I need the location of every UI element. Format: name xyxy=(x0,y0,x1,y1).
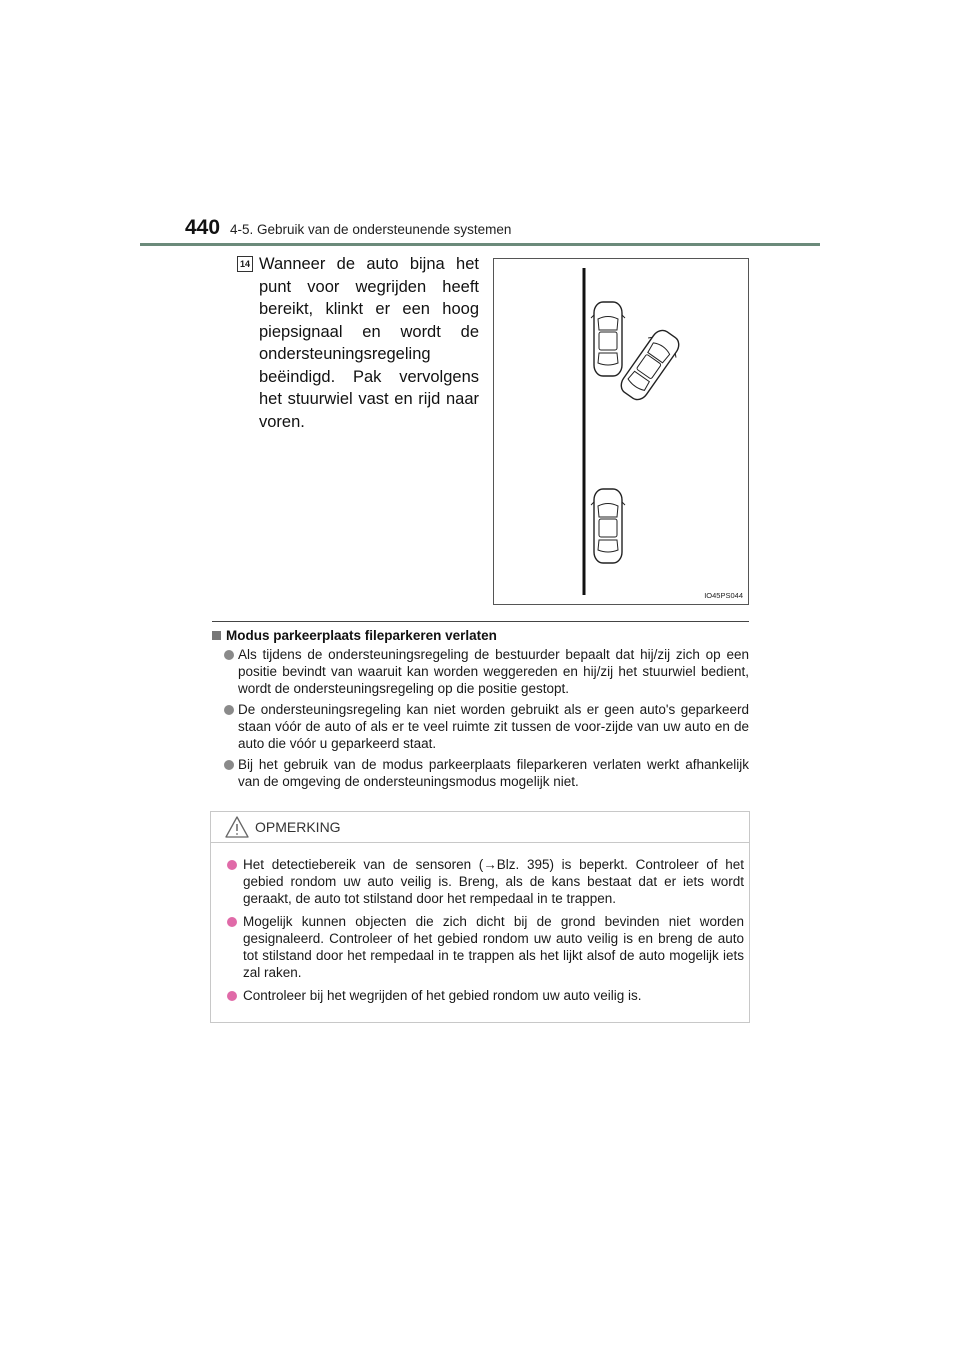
header-rule xyxy=(140,243,820,246)
list-item xyxy=(224,701,749,752)
step-badge: 14 xyxy=(237,256,253,272)
parking-diagram xyxy=(494,259,748,604)
list-item xyxy=(227,856,744,907)
square-bullet-icon xyxy=(212,631,221,640)
list-item xyxy=(227,987,744,1004)
section-heading-text: Modus parkeerplaats fileparkeren verlaten xyxy=(226,628,497,643)
list-item-text: Controleer bij het wegrijden of het gebied rondom uw auto veilig is. xyxy=(243,988,642,1003)
notice-title: OPMERKING xyxy=(255,819,341,835)
notice-box xyxy=(210,811,750,1023)
section-title: 4-5. Gebruik van de ondersteunende systemen xyxy=(230,222,512,237)
bullet-dot-icon xyxy=(224,760,234,770)
own-car xyxy=(615,325,685,405)
figure-code: IO45PS044 xyxy=(704,591,743,600)
list-item xyxy=(227,913,744,981)
page-number: 440 xyxy=(185,216,221,239)
bullet-dot-icon xyxy=(227,991,237,1001)
bullet-dot-icon xyxy=(224,650,234,660)
section-rule xyxy=(212,621,749,622)
step-text: Wanneer de auto bijna het punt voor wegrijden heeft bereikt, klinkt er een hoog piepsignaal en wordt de ondersteuningsregeling beëindigd. Pak vervolgens het stuurwiel vast en rijd naar voren. xyxy=(259,255,479,431)
list-item-text: De ondersteuningsregeling kan niet worden gebruikt als er geen auto's geparkeerd staan vóór de auto of als er te veel ruimte zit tussen de voor-zijde van uw auto en de auto die vóór u geparkeerd staat. xyxy=(238,702,749,751)
parking-illustration xyxy=(493,258,749,605)
list-item-text: Bij het gebruik van de modus parkeerplaats fileparkeren verlaten werkt afhankelijk van de omgeving de ondersteuningsmodus mogelijk niet. xyxy=(238,757,749,789)
list-item xyxy=(224,646,749,697)
section-heading xyxy=(212,628,497,643)
list-item xyxy=(224,756,749,790)
list-item-text: Als tijdens de ondersteuningsregeling de bestuurder bepaalt dat hij/zij zich op een positie bevindt van waaruit kan worden weggereden en hij/zij het stuurwiel bedient, wordt de ondersteuningsregeling op die positie gestopt. xyxy=(238,647,749,696)
parked-car-rear xyxy=(591,489,625,563)
warning-triangle-icon xyxy=(225,816,249,838)
notice-header xyxy=(211,812,749,843)
bullet-dot-icon xyxy=(227,917,237,927)
bullet-list xyxy=(224,646,749,794)
list-item-text: Mogelijk kunnen objecten die zich dicht bij de grond bevinden niet worden gesignaleerd. Controleer of het gebied rondom uw auto veilig is en breng de auto tot stilstand door het rempedaal in te trappen als het lijkt alsof de auto mogelijk iets zal raken. xyxy=(243,914,744,980)
notice-list xyxy=(227,856,744,1010)
list-item-text: Het detectiebereik van de sensoren (→Blz. 395) is beperkt. Controleer of het gebied rondom uw auto veilig is. Breng, als de kans bestaat dat er iets wordt geraakt, de auto tot stilstand door het rempedaal in te trappen. xyxy=(243,857,744,906)
bullet-dot-icon xyxy=(227,860,237,870)
bullet-dot-icon xyxy=(224,705,234,715)
parked-car-front xyxy=(591,302,625,376)
